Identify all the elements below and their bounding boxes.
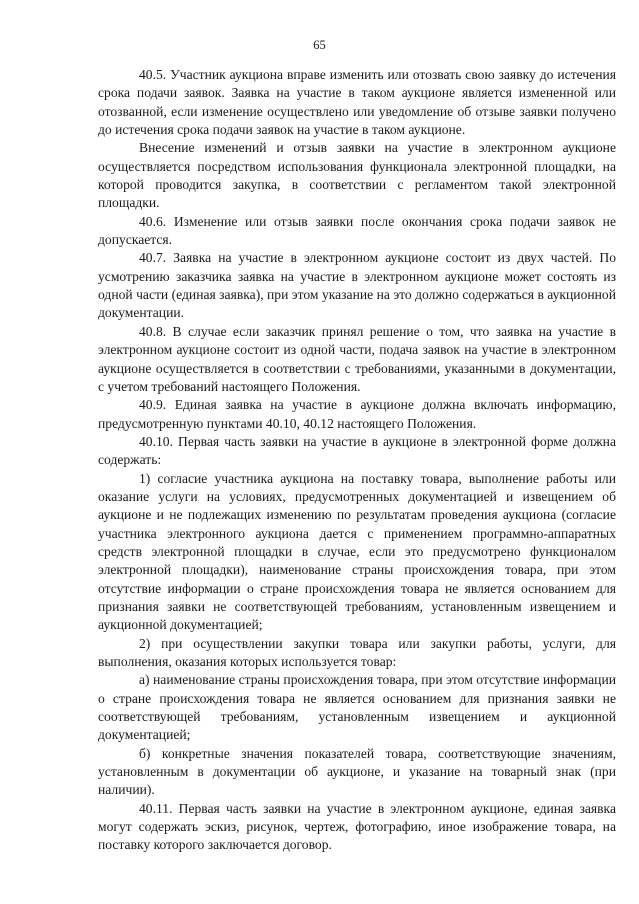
list-item-2b: б) конкретные значения показателей товара, соответствующие значениям, установленным в документации об аукционе, и указание на товарный знак (при наличии). bbox=[98, 745, 616, 798]
paragraph-40-11: 40.11. Первая часть заявки на участие в электронном аукционе, единая заявка могут содержать эскиз, рисунок, чертеж, фотографию, иное изображение товара, на поставку которого заключается договор. bbox=[98, 800, 616, 853]
document-body bbox=[98, 66, 616, 855]
page-number: 65 bbox=[313, 38, 326, 52]
paragraph-40-7: 40.7. Заявка на участие в электронном аукционе состоит из двух частей. По усмотрению заказчика заявка на участие в электронном аукционе может состоять из одной части (единая заявка), при этом указание на это должно содержаться в аукционной документации. bbox=[98, 250, 616, 321]
paragraph-40-9: 40.9. Единая заявка на участие в аукционе должна включать информацию, предусмотренную пунктами 40.10, 40.12 настоящего Положения. bbox=[98, 397, 616, 431]
paragraph-40-10: 40.10. Первая часть заявки на участие в аукционе в электронной форме должна содержать: bbox=[98, 433, 616, 468]
paragraph-40-5: 40.5. Участник аукциона вправе изменить или отозвать свою заявку до истечения срока подачи заявок. Заявка на участие в таком аукционе является измененной или отозванной, если изменение осуществлено или уведомление об отзыве заявки получено до истечения срока подачи заявок на участие в таком аукционе. bbox=[98, 67, 616, 138]
list-item-1: 1) согласие участника аукциона на поставку товара, выполнение работы или оказание услуги на условиях, предусмотренных документацией и извещением об аукционе и не подлежащих изменению по результатам проведения аукциона (согласие участника электронного аукциона дается с применением программно-аппаратных средств электронной площадки в случае, если это предусмотрено функционалом электронной площадки), наименование страны происхождения товара, при этом отсутствие информации о стране происхождения товара не является основанием для признания заявки не соответствующей требованиям, установленным извещением и аукционной документацией; bbox=[98, 470, 616, 633]
paragraph-40-5-amendment: Внесение изменений и отзыв заявки на участие в электронном аукционе осуществляется посредством использования функционала электронной площадки, на которой проводится закупка, в соответствии с регламентом такой электронной площадки. bbox=[98, 140, 616, 211]
list-item-2: 2) при осуществлении закупки товара или закупки работы, услуги, для выполнения, оказания которых используется товар: bbox=[98, 635, 616, 669]
paragraph-40-6: 40.6. Изменение или отзыв заявки после окончания срока подачи заявок не допускается. bbox=[98, 213, 616, 248]
list-item-2a: а) наименование страны происхождения товара, при этом отсутствие информации о стране происхождения товара не является основанием для признания заявки не соответствующей требованиям, установленным извещением и аукционной документацией; bbox=[98, 672, 616, 743]
paragraph-40-8: 40.8. В случае если заказчик принял решение о том, что заявка на участие в электронном аукционе состоит из одной части, подача заявок на участие в электронном аукционе осуществляется в соответствии с требованиями, указанными в документации, с учетом требований настоящего Положения. bbox=[98, 323, 616, 394]
